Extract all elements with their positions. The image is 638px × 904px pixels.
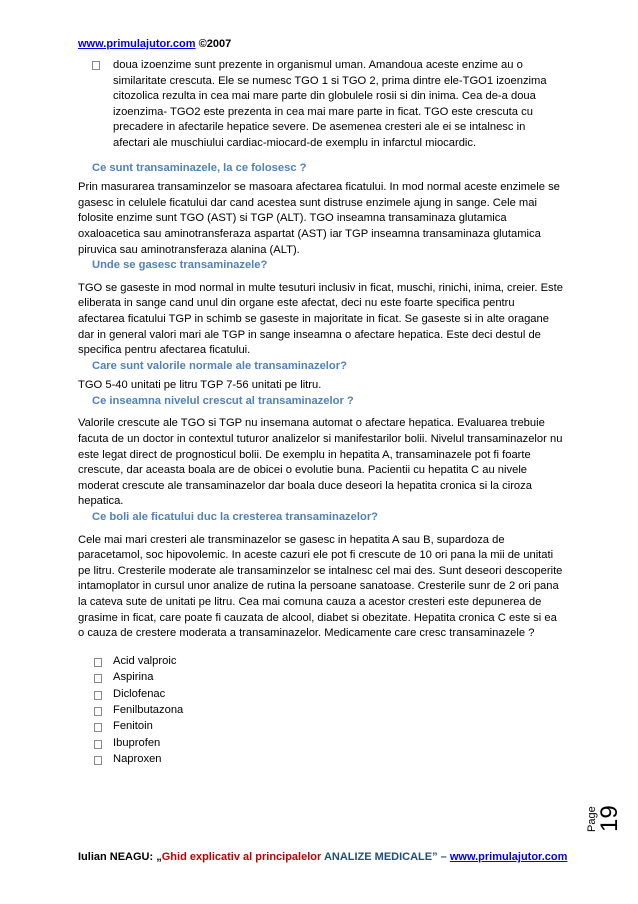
document-body [78,58,563,769]
section-question: Care sunt valorile normale ale transaminazelor? [92,359,347,372]
bullet-icon [94,723,102,732]
page-number [586,760,623,840]
list-item: Naproxen [78,752,563,768]
bullet-icon [94,658,102,667]
footer-author: Iulian NEAGU: „ [78,851,162,863]
list-item: Acid valproic [78,654,563,670]
intro-bullet-text: doua izoenzime sunt prezente in organismul uman. Amandoua aceste enzime au o similaritate crescuta. Ele se numesc TGO 1 si TGO 2, prima dintre ele-TGO1 izoenzima citozolica rezulta in cea mai mare parte din globulele rosii si din inima. Cea de-a doua izoenzima- TGO2 este prezenta in cea mai mare parte in ficat. TGO este crescuta cu precadere in afectarile hepatice severe. De asemenea cresteri ale ei se intalnesc in afectari ale muschiului cardiac-miocard-de exemplu in infarctul miocardic. [113,59,547,149]
footer-title-blue: ANALIZE MEDICALE” – [321,851,450,863]
page-number-value: 19 [596,805,623,832]
list-item: Ibuprofen [78,736,563,752]
section-question: Ce boli ale ficatului duc la cresterea transaminazelor? [92,511,379,524]
bullet-icon [92,61,100,70]
section-text: Cele mai mari cresteri ale transminazelor se gasesc in hepatita A sau B, supardoza de paracetamol, soc hipovolemic. In aceste cazuri ele pot fi crescute de 10 ori pana la mii de unitati pe litru. Cresterile moderate ale transaminzelor se intalnesc cel mai des. Sunt deseori descoperite intamoplator in cursul unor analize de rutina la persoane sanatoase. Cresterile sunr de 2 ori pana la cateva sute de unitati pe litru. Cea mai comuna cauza a acestor cresteri este depunerea de grasime in ficat, care poate fi cauzata de alcool, diabet si obezitate. Hepatita cronica C este si ea o cauza de crestere moderata a transaminazelor. Medicamente care cresc transaminazele ? [78,533,563,640]
bullet-icon [94,740,102,749]
header-year: ©2007 [198,38,232,50]
page-label: Page [586,806,598,832]
drug-list [78,654,563,769]
list-item: Fenilbutazona [78,703,563,719]
list-item: Fenitoin [78,719,563,735]
bullet-icon [94,756,102,765]
section-text: TGO 5-40 unitati pe litru TGP 7-56 unitati pe litru. [78,379,322,392]
intro-bullet [78,58,563,152]
page-header [78,38,231,50]
bullet-icon [94,691,102,700]
header-site-link[interactable]: www.primulajutor.com [78,38,196,50]
footer-site-link[interactable]: www.primulajutor.com [449,851,568,863]
list-item: Aspirina [78,670,563,686]
page-footer [78,851,567,863]
list-item: Diclofenac [78,687,563,703]
section-question: Unde se gasesc transaminazele? [92,259,268,272]
section-text: TGO se gaseste in mod normal in multe tesuturi inclusiv in ficat, muschi, rinichi, inima, creier. Este eliberata in sange cand unul din organe este afectat, deci nu este foarte specifica pentru afectarea ficatului TGP in schimb se gaseste in majoritate in ficat. Se gaseste si in alte oragane dar in general valori mari ale TGP in sange inseamna o afectare hepatica. Este deci destul de specifica pentru afectarea ficatului. [78,281,563,357]
bullet-icon [94,707,102,716]
section-text: Valorile crescute ale TGO si TGP nu insemana automat o afectare hepatica. Evaluarea trebuie facuta de un doctor in contextul tuturor analizelor si manifestarilor bolii. Nivelul transaminazelor nu este legat direct de prognosticul bolii. De exemplu in hepatita A, transaminazele pot fi foarte crescute, dar aceasta boala are de obicei o evolutie buna. Pacientii cu hepatita C au nivele moderat crescute ale transaminazelor dar boala duce deseori la hepatita cronica si la ciroza hepatica. [78,417,563,508]
section-question: Ce inseamna nivelul crescut al transaminazelor ? [92,394,354,407]
footer-title-red: Ghid explicativ al principalelor [161,851,322,863]
bullet-icon [94,674,102,683]
section-text: Prin masurarea transaminzelor se masoara afectarea ficatului. In mod normal aceste enzimele se gasesc in celulele ficatului dar cand acestea sunt distruse enzimele ajung in sange. Cele mai folosite enzime sunt TGO (AST) si TGP (ALT). TGO inseamna transaminaza glutamica oxaloacetica sau aminotransferaza aspartat (AST) iar TGP inseamna transaminaza glutamica piruvica sau aminotransferaza alanina (ALT). [78,181,560,256]
section-question: Ce sunt transaminazele, la ce folosesc ? [92,161,307,174]
